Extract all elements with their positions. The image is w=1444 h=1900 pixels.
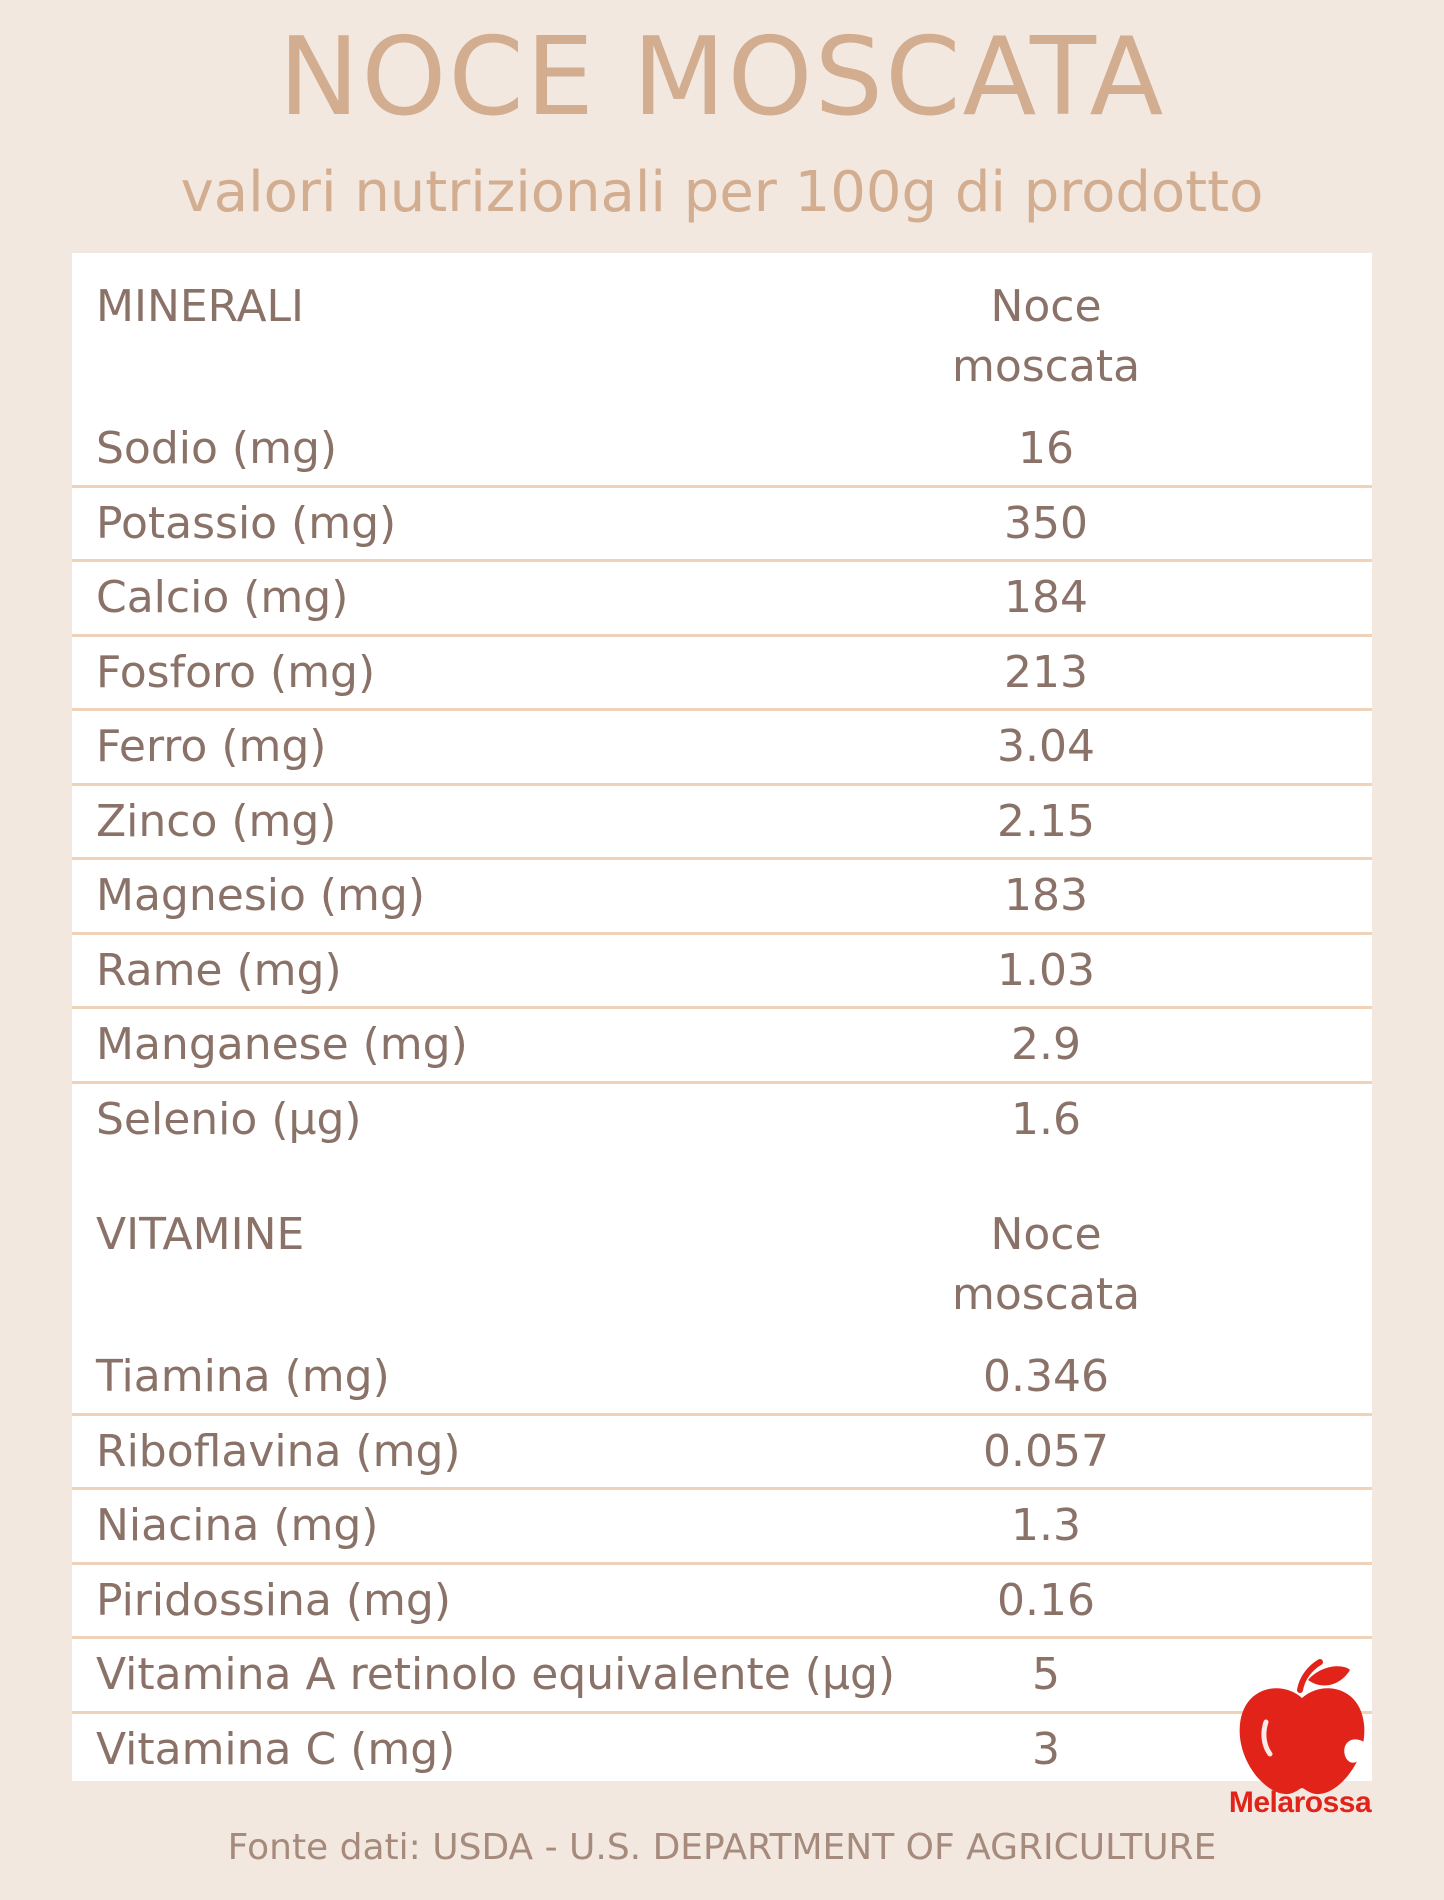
source-footer: Fonte dati: USDA - U.S. DEPARTMENT OF AGRICULTURE — [227, 1827, 1217, 1868]
table-row — [72, 708, 1372, 783]
table-row — [72, 1636, 1372, 1711]
minerals-header — [96, 277, 1348, 392]
row-value: 0.057 — [983, 1425, 1109, 1477]
apple-icon — [1222, 1650, 1382, 1800]
minerals-column-label: Noce moscata — [951, 281, 1141, 392]
row-label: Rame (mg) — [96, 944, 342, 996]
row-label: Potassio (mg) — [96, 497, 397, 549]
page-title: NOCE MOSCATA — [278, 15, 1166, 140]
table-row — [72, 559, 1372, 634]
row-value: 184 — [1004, 572, 1088, 623]
table-row — [72, 413, 1372, 485]
table-row — [72, 1487, 1372, 1562]
table-row — [72, 932, 1372, 1007]
table-row — [72, 485, 1372, 560]
brand-name: Melarossa — [1228, 1786, 1372, 1819]
row-label: Sodio (mg) — [96, 423, 338, 474]
row-label: Calcio (mg) — [96, 572, 349, 623]
row-label: Tiamina (mg) — [96, 1351, 390, 1402]
row-label: Manganese (mg) — [96, 1019, 468, 1070]
table-row — [72, 1711, 1372, 1786]
table-row — [72, 1341, 1372, 1413]
row-value: 5 — [1032, 1649, 1060, 1700]
row-value: 350 — [1004, 497, 1088, 549]
minerals-heading: MINERALI — [96, 281, 305, 332]
table-row — [72, 1006, 1372, 1081]
minerals-rows — [72, 413, 1372, 1155]
row-label: Riboflavina (mg) — [96, 1425, 461, 1477]
row-label: Zinco (mg) — [96, 795, 337, 847]
row-label: Piridossina (mg) — [96, 1574, 451, 1626]
vitamins-heading: VITAMINE — [96, 1209, 305, 1260]
row-value: 2.9 — [1011, 1019, 1081, 1070]
table-row — [72, 857, 1372, 932]
row-value: 16 — [1018, 423, 1074, 474]
table-row — [72, 634, 1372, 709]
row-label: Niacina (mg) — [96, 1500, 379, 1551]
table-row — [72, 1081, 1372, 1156]
row-value: 183 — [1004, 870, 1088, 921]
row-value: 0.16 — [997, 1574, 1095, 1626]
row-value: 3.04 — [997, 721, 1095, 772]
row-label: Fosforo (mg) — [96, 646, 376, 698]
row-label: Ferro (mg) — [96, 721, 327, 772]
row-value: 1.3 — [1011, 1500, 1081, 1551]
row-value: 3 — [1032, 1723, 1060, 1775]
row-label: Vitamina C (mg) — [96, 1723, 456, 1775]
table-row — [72, 1562, 1372, 1637]
vitamins-rows — [72, 1341, 1372, 1785]
row-value: 1.6 — [1011, 1093, 1081, 1145]
vitamins-column-label: Noce moscata — [951, 1209, 1141, 1320]
row-value: 0.346 — [983, 1351, 1109, 1402]
row-label: Magnesio (mg) — [96, 870, 425, 921]
page-subtitle: valori nutrizionali per 100g di prodotto — [180, 160, 1264, 225]
vitamins-header — [96, 1205, 1348, 1320]
row-label: Vitamina A retinolo equivalente (µg) — [96, 1649, 896, 1700]
row-value: 1.03 — [997, 944, 1095, 996]
row-value: 213 — [1004, 646, 1088, 698]
nutrition-table — [72, 253, 1372, 1781]
table-row — [72, 783, 1372, 858]
table-row — [72, 1413, 1372, 1488]
row-value: 2.15 — [997, 795, 1095, 847]
row-label: Selenio (µg) — [96, 1093, 362, 1145]
